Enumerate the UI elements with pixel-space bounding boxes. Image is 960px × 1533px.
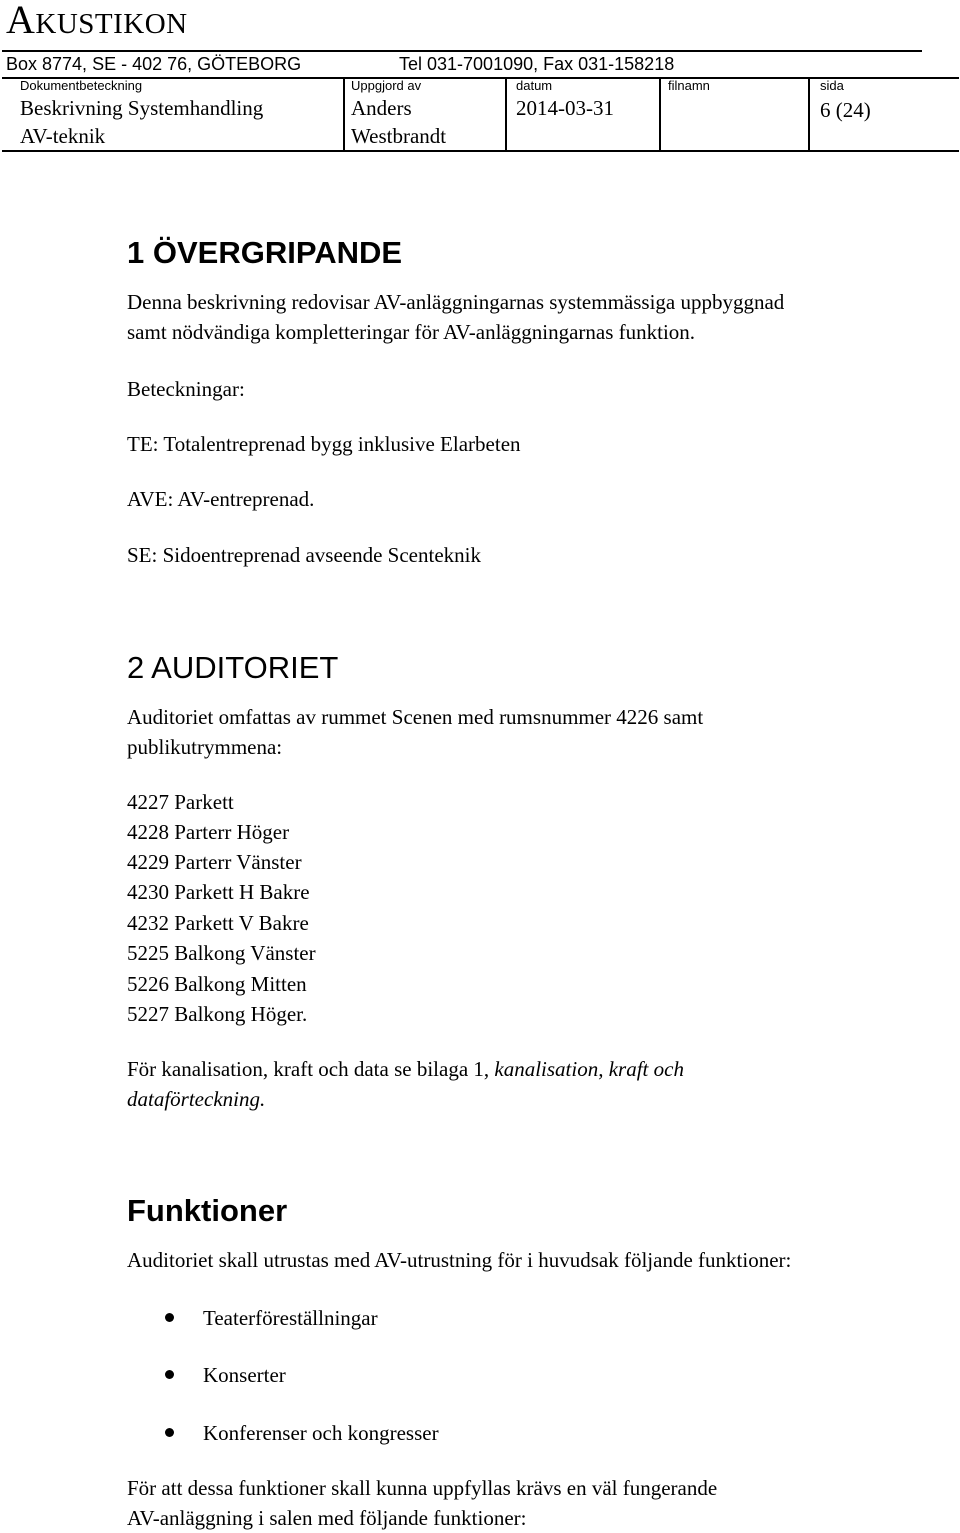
function-list-item: Teaterföreställningar: [203, 1306, 378, 1330]
label-author: Uppgjord av: [351, 78, 422, 93]
room-list-item: 4227 Parkett: [127, 790, 234, 814]
logo-rest: KUSTIKON: [35, 8, 188, 40]
header-divider: [343, 78, 345, 151]
header-rule-bottom: [2, 150, 959, 152]
function-list-item: Konferenser och kongresser: [203, 1421, 439, 1445]
kanalisation-reference: kanalisation, kraft och: [494, 1057, 684, 1081]
author-last-name: Westbrandt: [351, 124, 447, 148]
header-rule-mid: [2, 77, 959, 79]
room-list-item: 4228 Parterr Höger: [127, 820, 290, 844]
kanalisation-text: För kanalisation, kraft och data se bilaga 1,: [127, 1057, 495, 1081]
company-logo: [6, 0, 188, 44]
paragraph-functions-intro: Auditoriet skall utrustas med AV-utrustning för i huvudsak följande funktioner:: [127, 1248, 792, 1272]
abbreviation-se: SE: Sidoentreprenad avseende Scenteknik: [127, 543, 481, 567]
document-title-line2: AV-teknik: [20, 124, 106, 148]
abbreviation-ave: AVE: AV-entreprenad.: [127, 487, 315, 511]
room-list-item: 4229 Parterr Vänster: [127, 850, 302, 874]
room-list-item: 5225 Balkong Vänster: [127, 941, 316, 965]
paragraph-auditorium-line: publikutrymmena:: [127, 735, 283, 759]
paragraph-kanalisation-line: [127, 1054, 684, 1084]
paragraph-intro-line: Denna beskrivning redovisar AV-anläggningarnas systemmässiga uppbyggnad: [127, 290, 785, 314]
paragraph-intro-line: samt nödvändiga kompletteringar för AV-anläggningarnas funktion.: [127, 320, 696, 344]
paragraph-functions-outro-line: AV-anläggning i salen med följande funktioner:: [127, 1506, 527, 1530]
page-number: 6 (24): [820, 98, 871, 122]
paragraph-functions-outro-line: För att dessa funktioner skall kunna uppfyllas krävs en väl fungerande: [127, 1476, 718, 1500]
abbreviations-title: Beteckningar:: [127, 377, 245, 401]
room-list-item: 5226 Balkong Mitten: [127, 972, 307, 996]
header-divider: [505, 78, 507, 151]
label-date: datum: [516, 78, 553, 93]
document-title-line1: Beskrivning Systemhandling: [20, 96, 264, 120]
paragraph-auditorium-line: Auditoriet omfattas av rummet Scenen med rumsnummer 4226 samt: [127, 705, 704, 729]
function-list-item: Konserter: [203, 1363, 286, 1387]
room-list-item: 4232 Parkett V Bakre: [127, 911, 309, 935]
abbreviation-te: TE: Totalentreprenad bygg inklusive Elarbeten: [127, 432, 521, 456]
bullet-icon: [165, 1313, 174, 1322]
room-list-item: 5227 Balkong Höger.: [127, 1002, 308, 1026]
section-heading-auditoriet: 2 AUDITORIET: [127, 650, 339, 685]
company-address: Box 8774, SE - 402 76, GÖTEBORG: [6, 54, 302, 74]
author-first-name: Anders: [351, 96, 412, 120]
paragraph-kanalisation-line: [127, 1084, 265, 1114]
document-date: 2014-03-31: [516, 96, 614, 120]
company-phone: Tel 031-7001090, Fax 031-158218: [399, 54, 675, 74]
kanalisation-reference: dataförteckning.: [127, 1087, 266, 1111]
room-list-item: 4230 Parkett H Bakre: [127, 880, 310, 904]
label-document: Dokumentbeteckning: [20, 78, 143, 93]
label-filename: filnamn: [668, 78, 710, 93]
header-divider: [808, 78, 810, 151]
section-heading-overgripande: 1 ÖVERGRIPANDE: [127, 235, 403, 270]
logo-initial: A: [6, 0, 36, 42]
section-heading-funktioner: Funktioner: [127, 1193, 288, 1228]
bullet-icon: [165, 1428, 174, 1437]
header-divider: [659, 78, 661, 151]
bullet-icon: [165, 1370, 174, 1379]
label-page: sida: [820, 78, 844, 93]
